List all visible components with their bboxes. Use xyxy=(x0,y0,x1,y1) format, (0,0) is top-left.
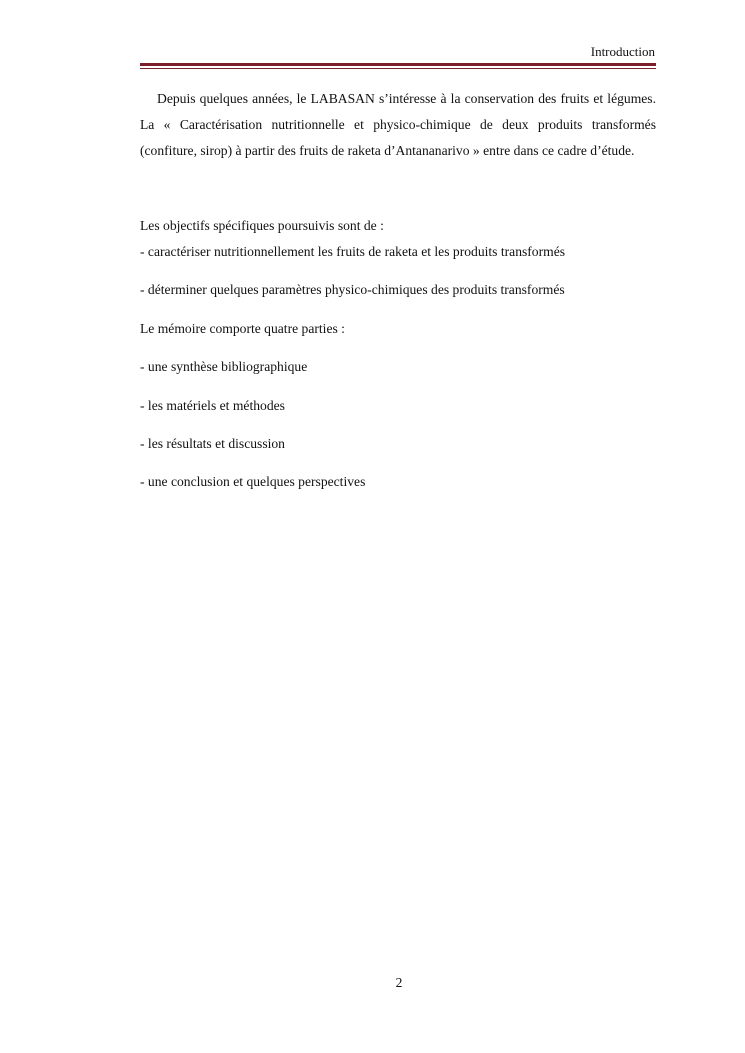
structure-item: - les résultats et discussion xyxy=(140,436,285,451)
header-rule xyxy=(140,63,656,66)
structure-item: - une synthèse bibliographique xyxy=(140,359,308,374)
objectives-heading: Les objectifs spécifiques poursuivis sont de : xyxy=(140,218,384,233)
structure-heading: Le mémoire comporte quatre parties : xyxy=(140,321,345,336)
structure-item: - une conclusion et quelques perspectives xyxy=(140,474,366,489)
page-number: 2 xyxy=(395,975,403,990)
objective-item: - déterminer quelques paramètres physico-chimiques des produits transformés xyxy=(140,282,565,297)
header-title: Introduction xyxy=(590,44,655,59)
objective-item: - caractériser nutritionnellement les fruits de raketa et les produits transformés xyxy=(140,244,566,259)
intro-paragraph: Depuis quelques années, le LABASAN s’intéresse à la conservation des fruits et légumes. La « Caractérisation nutritionnelle et physico-chimique de deux produits transformés (confiture, sirop) à partir des fruits de raketa d’Antananarivo » entre dans ce cadre d’étude. xyxy=(140,91,656,158)
header-rule-thin xyxy=(140,68,656,69)
structure-item: - les matériels et méthodes xyxy=(140,398,285,413)
